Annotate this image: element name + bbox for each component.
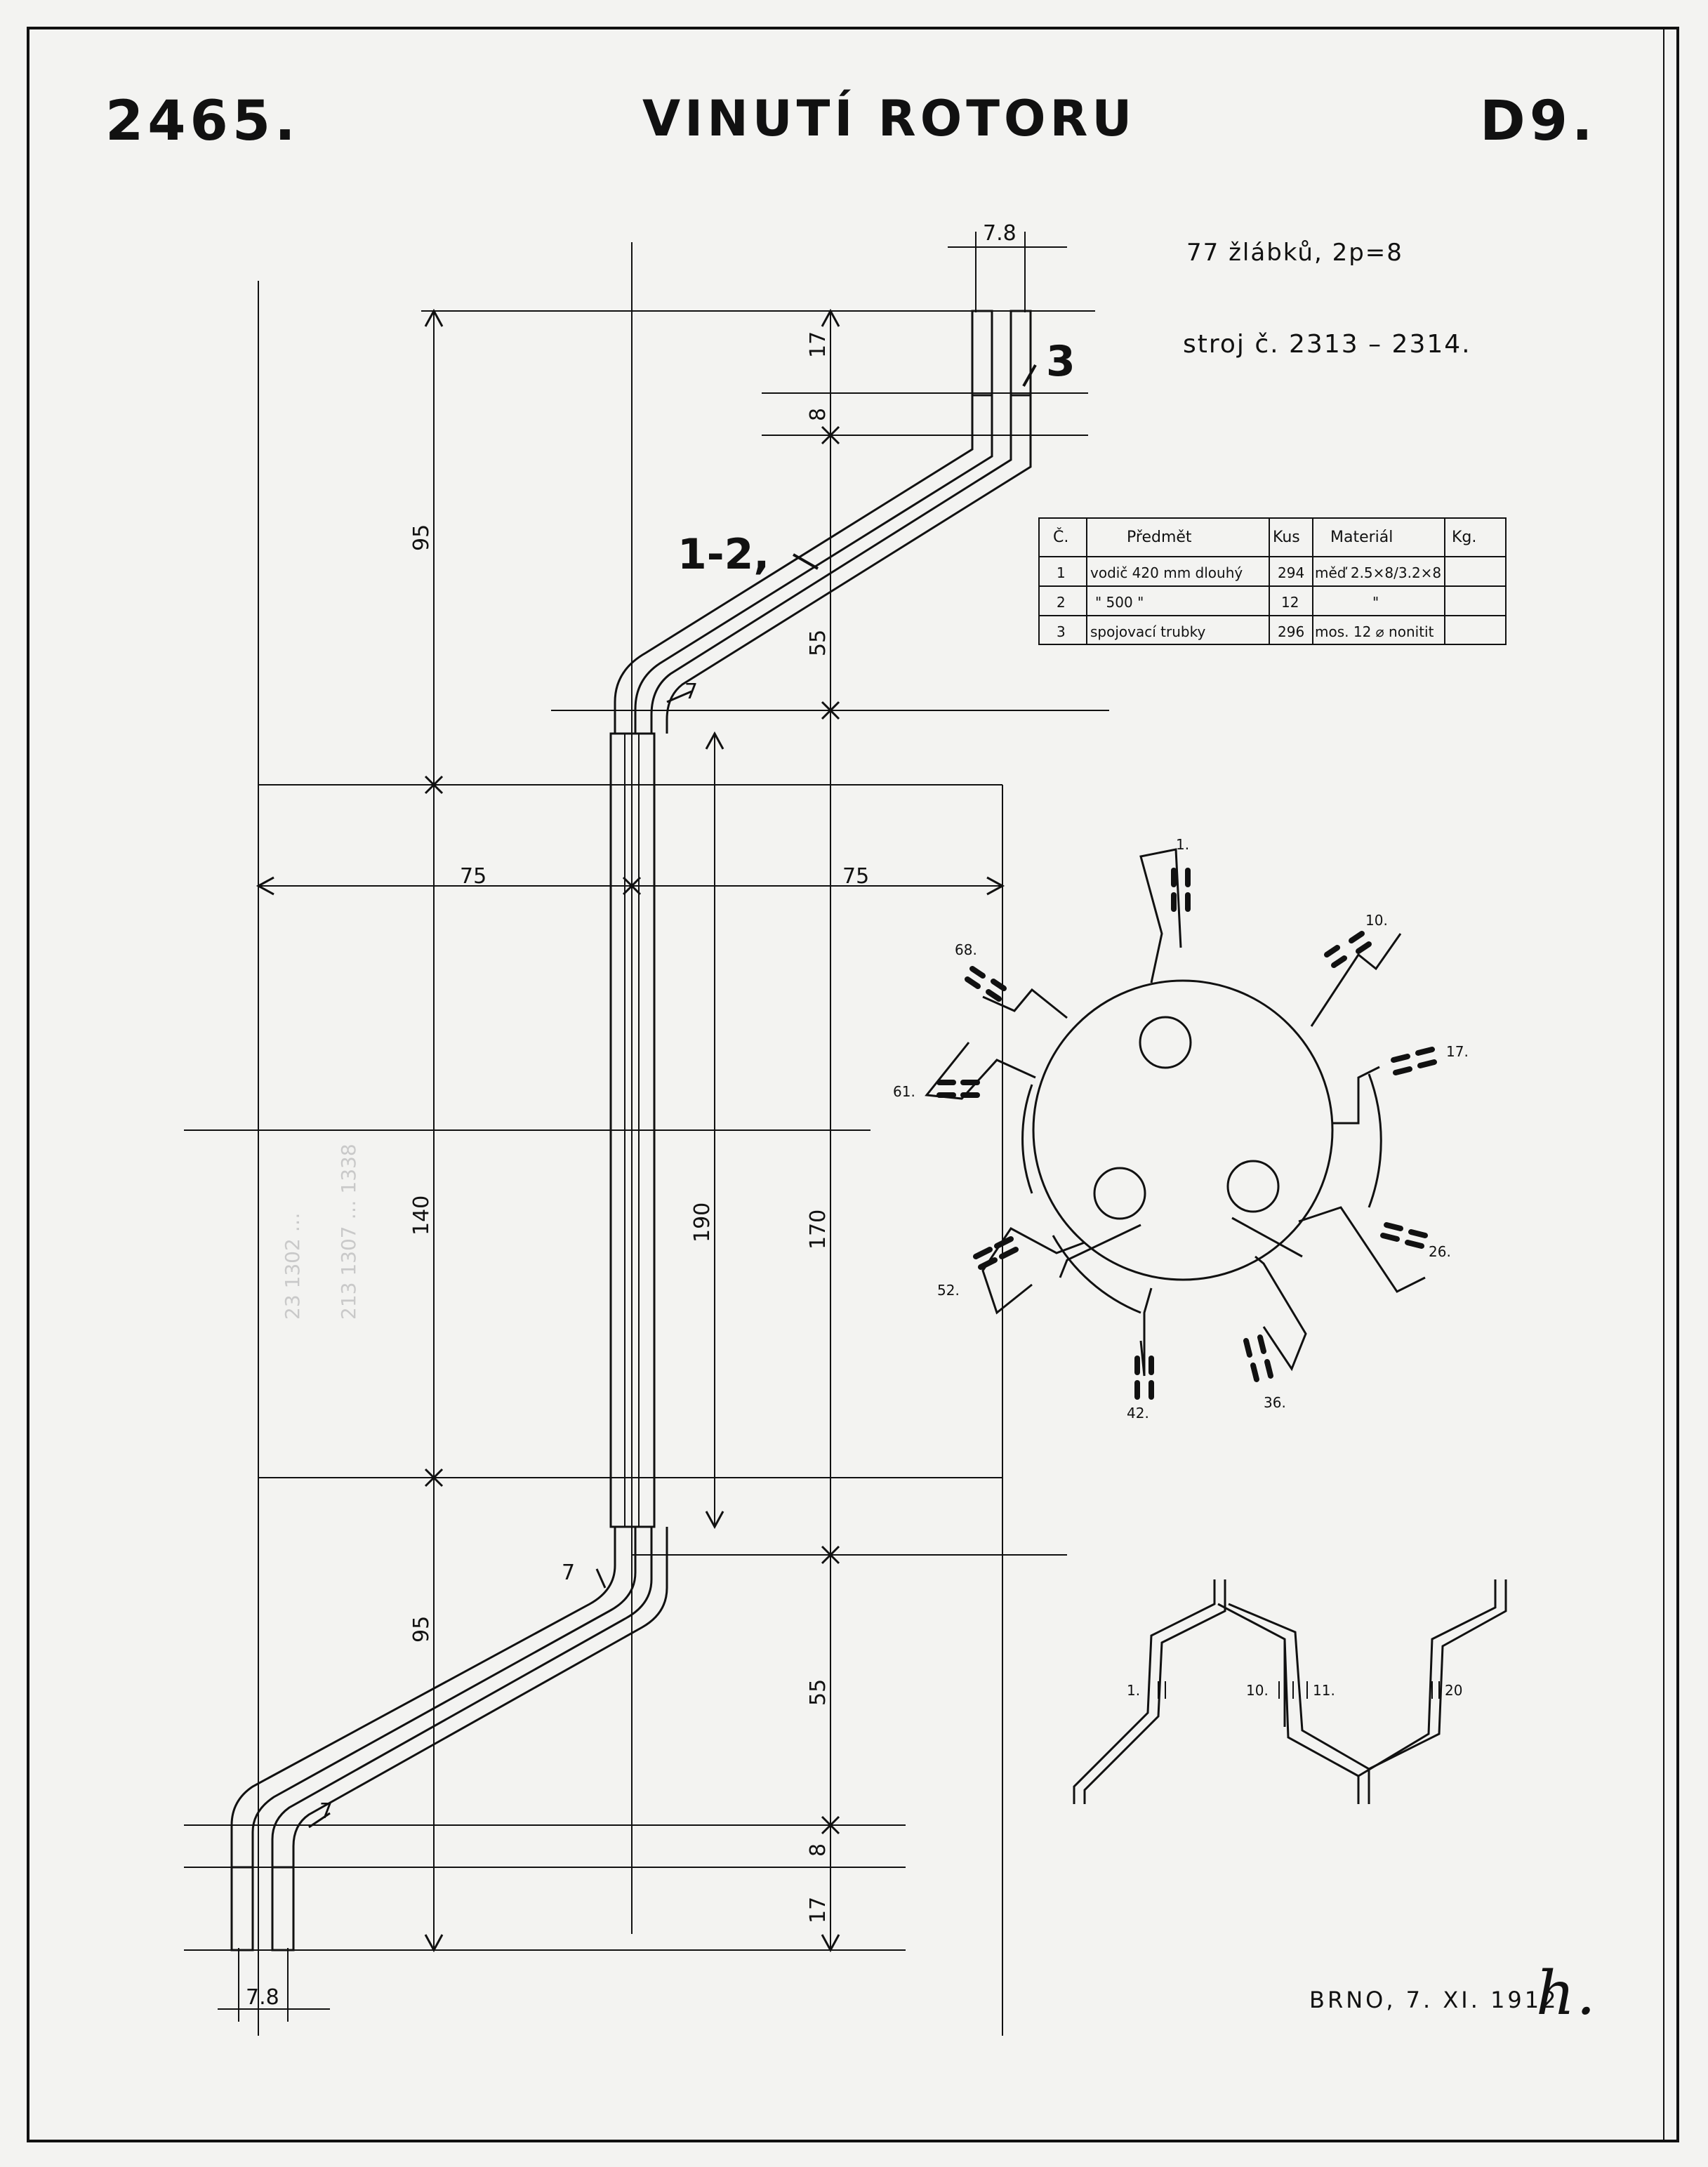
dim-bottom-17: 17 (806, 1896, 830, 1923)
dim-top-17: 17 (806, 331, 830, 358)
dim-bottom-8: 8 (806, 1843, 830, 1857)
faint-pencil-note (267, 1025, 379, 1320)
table-cell: 296 (1278, 623, 1305, 640)
table-cell: 3 (1057, 623, 1066, 640)
table-header-weight: Kg. (1452, 529, 1477, 546)
dim-width-top: 7.8 (983, 221, 1017, 246)
machine-note: stroj č. 2313 – 2314. (1183, 330, 1471, 359)
slot-label: 1. (1176, 836, 1190, 853)
slot-label: 17. (1446, 1043, 1469, 1060)
table-cell: " (1372, 594, 1379, 611)
sheet-code: D9. (1480, 90, 1597, 153)
dim-right-75: 75 (842, 864, 870, 889)
table-cell: 12 (1281, 594, 1299, 611)
connection-label: 20 (1445, 1682, 1463, 1699)
table-header-no: Č. (1053, 529, 1069, 546)
slot-label: 26. (1429, 1243, 1451, 1260)
dim-core-140: 140 (409, 1195, 434, 1235)
dim-top-8: 8 (806, 407, 830, 421)
slot-markers (939, 870, 1434, 1397)
table-cell: měď 2.5×8/3.2×8 (1315, 564, 1442, 581)
drawing-title: VINUTÍ ROTORU (642, 90, 1137, 147)
dim-left-75: 75 (460, 864, 487, 889)
table-cell: mos. 12 ⌀ nonitit (1315, 623, 1434, 640)
parts-table-text (1053, 528, 1476, 640)
signature-initial: h. (1536, 1959, 1597, 2029)
table-cell: vodič 420 mm dlouhý (1090, 564, 1243, 581)
dim-core-170: 170 (806, 1209, 830, 1250)
connection-labels (1127, 1682, 1462, 1699)
table-cell: 1 (1057, 564, 1066, 581)
dim-bend-radius: 7 (319, 1799, 333, 1824)
dim-bottom-95: 95 (409, 1615, 434, 1643)
slot-label: 68. (955, 941, 977, 958)
table-header-material: Materiál (1330, 529, 1393, 546)
table-header-item: Předmět (1127, 529, 1192, 546)
dim-bend-radius: 7 (684, 680, 699, 704)
part-label-tube: 3 (1046, 337, 1075, 386)
winding-slot-labels (893, 836, 1469, 1422)
signature-place-date: BRNO, 7. XI. 1912. (1309, 1987, 1569, 2013)
shaft-hole (1094, 1168, 1145, 1219)
slot-label: 52. (937, 1282, 960, 1299)
table-cell: spojovací trubky (1090, 623, 1206, 640)
table-cell: 294 (1278, 564, 1305, 581)
dim-top-95: 95 (409, 524, 434, 551)
table-cell: 2 (1057, 594, 1066, 611)
connection-label: 1. (1127, 1682, 1141, 1699)
table-cell: " 500 " (1095, 594, 1144, 611)
faint-pencil-line: 213 1307 … 1338 (337, 1144, 360, 1320)
slot-label: 36. (1264, 1394, 1286, 1411)
dim-bottom-55: 55 (806, 1678, 830, 1706)
slots-note: 77 žlábků, 2p=8 (1186, 239, 1403, 267)
slot-label: 61. (893, 1083, 915, 1100)
drawing-number: 2465. (105, 90, 300, 153)
dim-core-190: 190 (690, 1202, 715, 1242)
slot-label: 10. (1365, 912, 1388, 929)
slot-label: 42. (1127, 1405, 1149, 1422)
shaft-hole (1228, 1161, 1278, 1212)
dim-top-55: 55 (806, 629, 830, 656)
connection-label: 11. (1313, 1682, 1335, 1699)
table-header-qty: Kus (1273, 529, 1300, 546)
shaft-hole (1140, 1017, 1191, 1068)
connection-label: 10. (1246, 1682, 1269, 1699)
faint-pencil-line: 23 1302 … (281, 1212, 304, 1320)
part-label-bar: 1-2, (677, 530, 770, 579)
dim-width-bottom: 7.8 (246, 1985, 279, 2010)
winding-diagram (927, 849, 1425, 1376)
dim-bend-radius: 7 (562, 1560, 576, 1585)
